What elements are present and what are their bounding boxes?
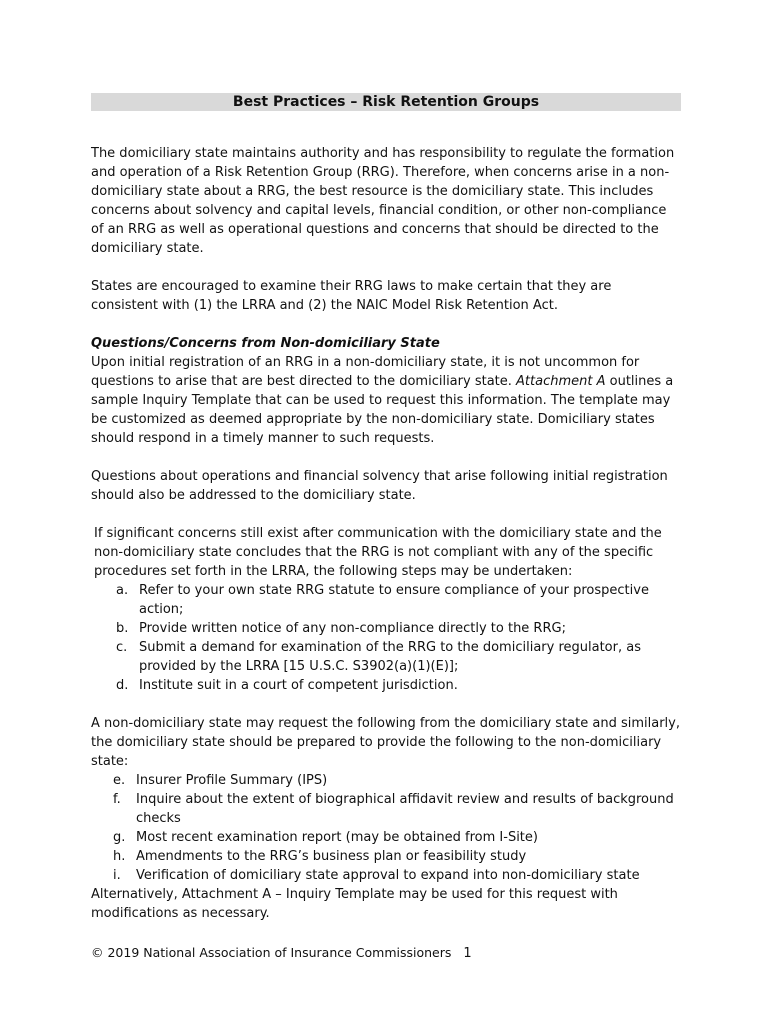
list-marker: g. bbox=[113, 830, 126, 845]
list-item bbox=[94, 581, 681, 619]
requests-list bbox=[91, 771, 681, 885]
list-item-text: Verification of domiciliary state approval to expand into non-domiciliary state bbox=[136, 868, 640, 883]
concerns-block bbox=[91, 524, 681, 695]
alternative-paragraph: Alternatively, Attachment A – Inquiry Template may be used for this request with modifications as necessary. bbox=[91, 887, 618, 921]
list-item-text: Amendments to the RRG’s business plan or feasibility study bbox=[136, 849, 527, 864]
list-marker: h. bbox=[113, 849, 126, 864]
list-item-text: Insurer Profile Summary (IPS) bbox=[136, 773, 328, 788]
list-item bbox=[91, 828, 681, 847]
list-item bbox=[94, 619, 681, 638]
request-paragraph: A non-domiciliary state may request the following from the domiciliary state and similarly, the domiciliary state should be prepared to provide the following to the non-domiciliary state: bbox=[91, 716, 680, 769]
laws-paragraph: States are encouraged to examine their RRG laws to make certain that they are consistent with (1) the LRRA and (2) the NAIC Model Risk Retention Act. bbox=[91, 279, 612, 313]
copyright-text: © 2019 National Association of Insurance Commissioners bbox=[91, 945, 452, 960]
list-item-text: Inquire about the extent of biographical affidavit review and results of background checks bbox=[136, 792, 674, 826]
list-marker: b. bbox=[116, 621, 129, 636]
list-marker: c. bbox=[116, 640, 128, 655]
intro-paragraph: The domiciliary state maintains authority and has responsibility to regulate the formation and operation of a Risk Retention Group (RRG). Therefore, when concerns arise in a non-domiciliary state about a RRG, the best resource is the domiciliary state. This includes concerns about solvency and capital levels, financial condition, or other non-compliance of an RRG as well as operational questions and concerns that should be directed to the domiciliary state. bbox=[91, 146, 675, 256]
list-item-text: Refer to your own state RRG statute to ensure compliance of your prospective action; bbox=[139, 583, 649, 617]
list-item-text: Provide written notice of any non-compliance directly to the RRG; bbox=[139, 621, 566, 636]
list-item bbox=[91, 847, 681, 866]
list-item-text: Institute suit in a court of competent jurisdiction. bbox=[139, 678, 458, 693]
list-marker: f. bbox=[113, 792, 121, 807]
list-item bbox=[94, 638, 681, 676]
document-title: Best Practices – Risk Retention Groups bbox=[91, 93, 681, 111]
concerns-paragraph: If significant concerns still exist after communication with the domiciliary state and the non-domiciliary state concludes that the RRG is not compliant with any of the specific procedures set forth in the LRRA, the following steps may be undertaken: bbox=[94, 526, 662, 579]
document-page bbox=[91, 93, 681, 923]
list-item bbox=[91, 866, 681, 885]
list-item-text: Most recent examination report (may be obtained from I-Site) bbox=[136, 830, 538, 845]
page-number: 1 bbox=[463, 946, 472, 961]
list-marker: a. bbox=[116, 583, 129, 598]
list-marker: d. bbox=[116, 678, 129, 693]
list-item bbox=[94, 676, 681, 695]
registration-text-before: Upon initial registration of an RRG in a non-domiciliary state, it is not uncommon for questions to arise that are best directed to the domiciliary state. bbox=[91, 355, 640, 389]
page-footer bbox=[91, 944, 472, 963]
registration-paragraph bbox=[91, 353, 681, 448]
list-item bbox=[91, 790, 681, 828]
list-item-text: Submit a demand for examination of the RRG to the domiciliary regulator, as provided by the LRRA [15 U.S.C. S3902(a)(1)(E)]; bbox=[139, 640, 641, 674]
section-heading: Questions/Concerns from Non-domiciliary State bbox=[91, 336, 440, 351]
attachment-reference: Attachment A bbox=[516, 374, 606, 389]
list-marker: e. bbox=[113, 773, 126, 788]
list-marker: i. bbox=[113, 868, 121, 883]
registration-text-after: outlines a sample Inquiry Template that can be used to request this information. The template may be customized as deemed appropriate by the non-domiciliary state. Domiciliary states should respond in a timely manner to such requests. bbox=[91, 374, 674, 446]
operations-paragraph: Questions about operations and financial solvency that arise following initial registration should also be addressed to the domiciliary state. bbox=[91, 469, 668, 503]
steps-list bbox=[94, 581, 681, 695]
list-item bbox=[91, 771, 681, 790]
